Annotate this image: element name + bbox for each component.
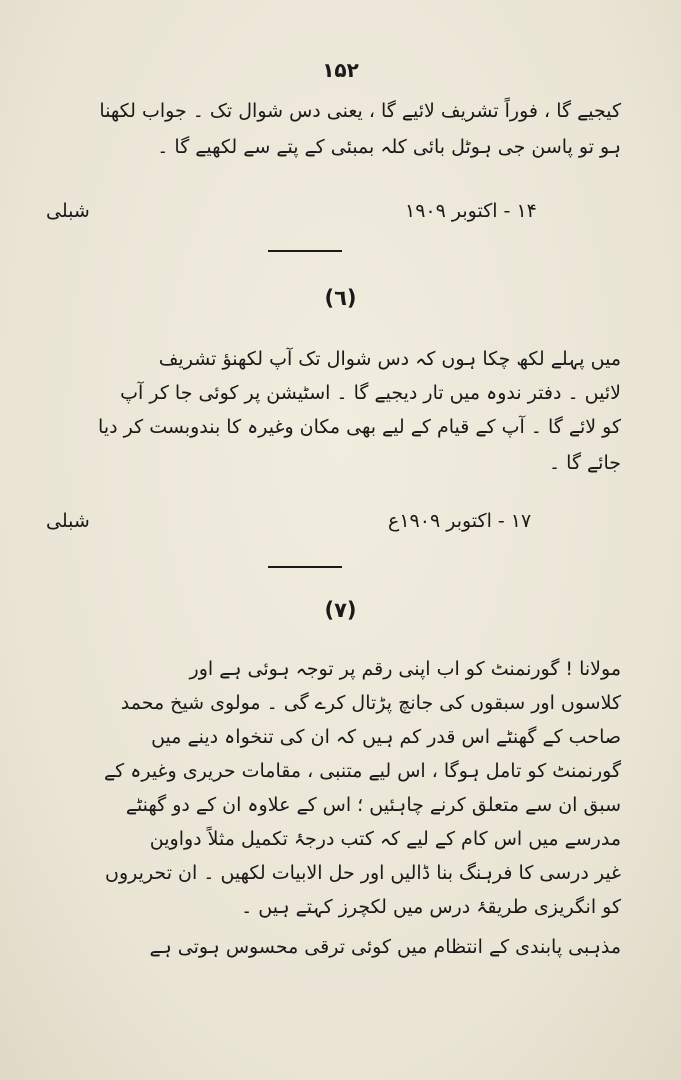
letter-6-signature: شبلی [46, 510, 90, 532]
intro-signature: شبلی [46, 200, 90, 222]
letter-6-line-2: لائیں ۔ دفتر ندوہ میں تار دیجیے گا ۔ اسٹیشن پر کوئی جا کر آپ [120, 382, 621, 404]
letter-7-number: (٧) [324, 598, 357, 622]
divider-2 [268, 566, 342, 568]
letter-7-line-3: صاحب کے گھنٹے اس قدر کم ہیں کہ ان کی تنخواہ دینے میں [151, 726, 621, 748]
letter-7-line-1: مولانا ! گورنمنٹ کو اب اپنی رقم پر توجہ ہوئی ہے اور [189, 658, 621, 680]
letter-6-number: (٦) [324, 286, 357, 310]
letter-7-line-7: غیر درسی کا فرہنگ بنا ڈالیں اور حل الابیات لکھیں ۔ ان تحریروں [105, 862, 621, 884]
letter-7-line-5: سبق ان سے متعلق کرنے چاہئیں ؛ اس کے علاوہ ان کے دو گھنٹے [125, 794, 621, 816]
page-number: ۱۵۲ [322, 58, 359, 82]
intro-date: ۱۴ - اکتوبر ۱۹۰۹ [405, 200, 537, 222]
letter-6-line-1: میں پہلے لکھ چکا ہوں کہ دس شوال تک آپ لکھنؤ تشریف [158, 348, 621, 370]
letter-6-line-3: کو لائے گا ۔ آپ کے قیام کے لیے بھی مکان وغیرہ کا بندوبست کر دیا [98, 416, 621, 438]
letter-6-date: ۱۷ - اکتوبر ۱۹۰۹ع [388, 510, 532, 532]
letter-7-line-2: کلاسوں اور سبقوں کی جانچ پڑتال کرے گی ۔ مولوی شیخ محمد [120, 692, 621, 714]
intro-line-2: ہو تو پاسن جی ہوٹل بائی کلہ بمبئی کے پتے سے لکھیے گا ۔ [157, 136, 621, 158]
letter-7-line-6: مدرسے میں اس کام کے لیے کہ کتب درجۂ تکمیل مثلاً دواوین [149, 828, 621, 850]
letter-7-line-4: گورنمنٹ کو تامل ہوگا ، اس لیے متنبی ، مقامات حریری وغیرہ کے [103, 760, 621, 782]
divider-1 [268, 250, 342, 252]
intro-line-1: کیجیے گا ، فوراً تشریف لائیے گا ، یعنی دس شوال تک ۔ جواب لکھنا [99, 100, 621, 122]
letter-6-line-4: جائے گا ۔ [548, 452, 621, 474]
letter-7-line-9: مذہبی پابندی کے انتظام میں کوئی ترقی محسوس ہوتی ہے [149, 936, 621, 958]
letter-7-line-8: کو انگریزی طریقۂ درس میں لکچرز کہتے ہیں ۔ [241, 896, 621, 918]
